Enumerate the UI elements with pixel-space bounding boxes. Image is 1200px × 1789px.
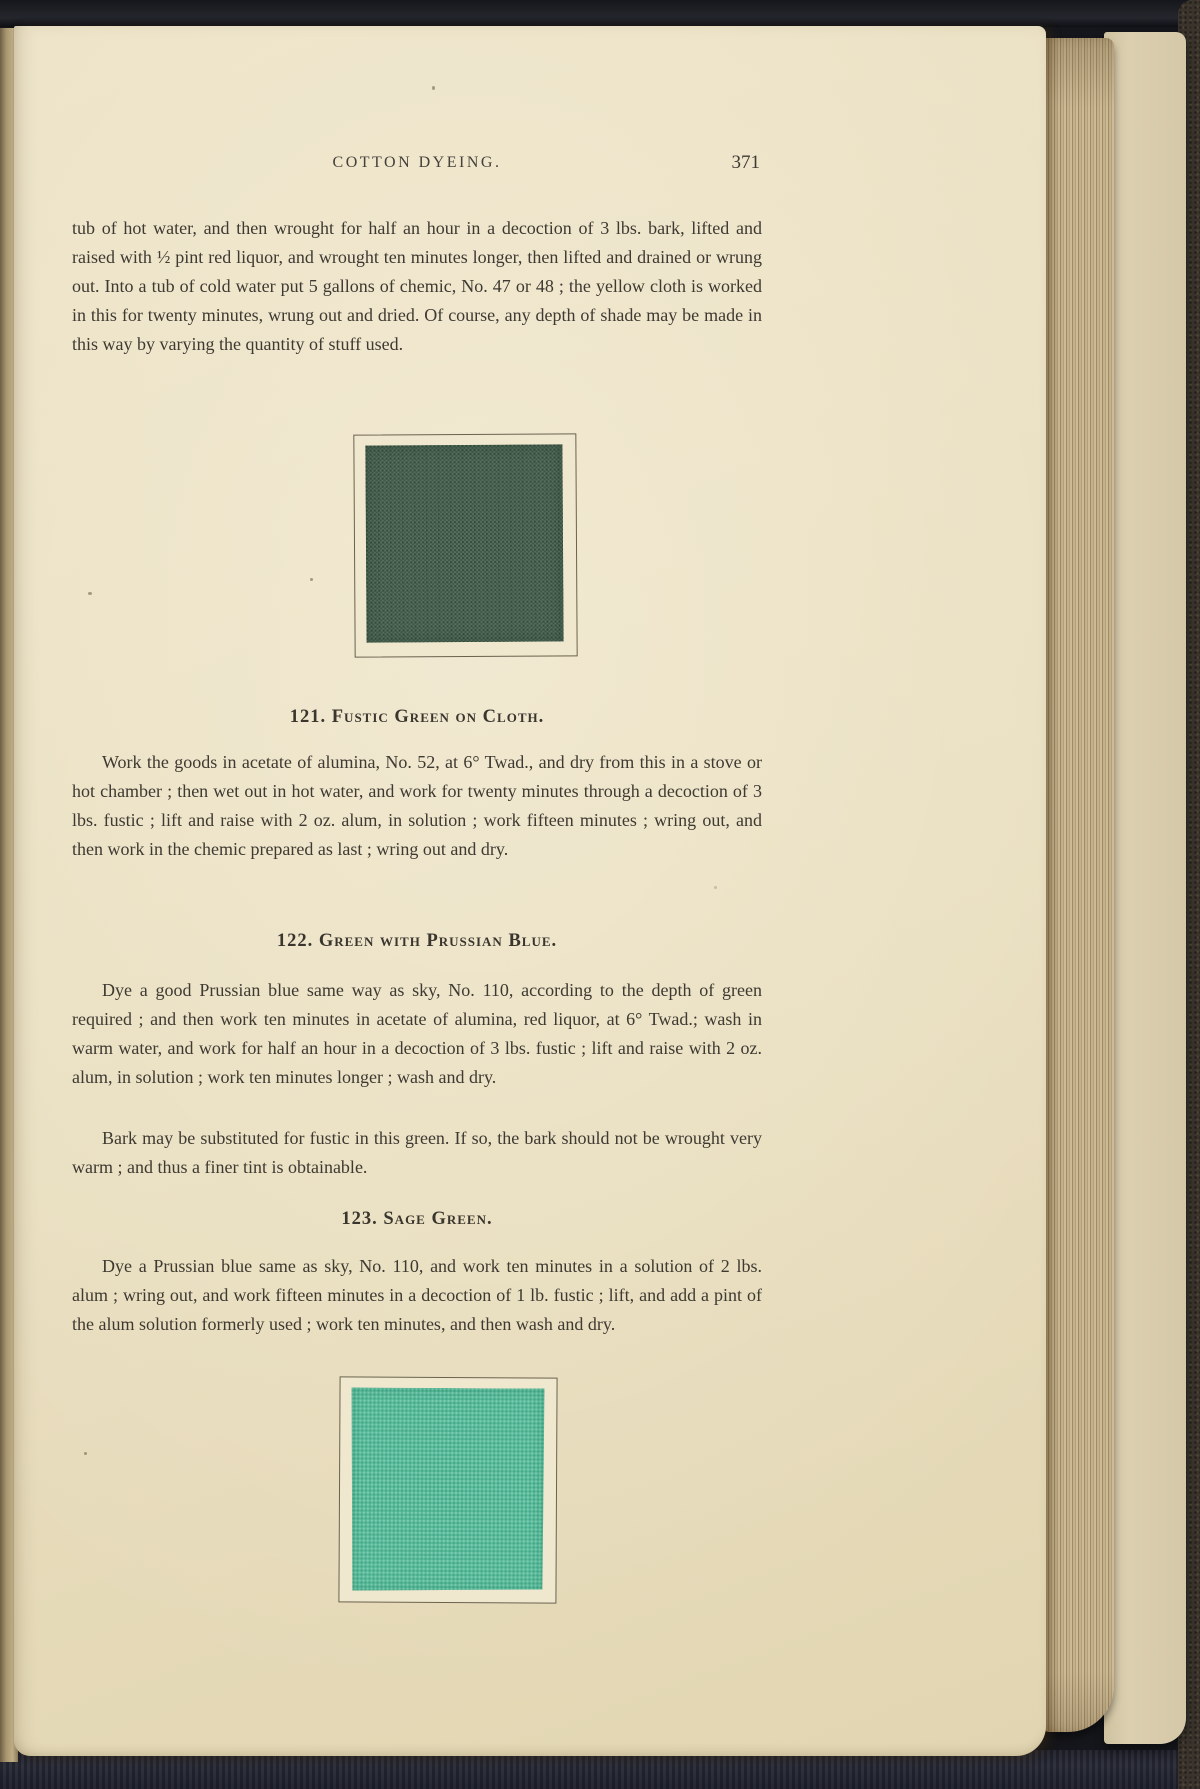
running-header: COTTON DYEING. xyxy=(332,154,502,171)
section-heading-123: 123. Sage Green. xyxy=(341,1209,493,1230)
section-122-paragraph-1: Dye a good Prussian blue same way as sky, No. 110, according to the depth of green required ; and then work ten minutes in acetate of alumina, red liquor, at 6° Twad.; wash in warm water, and work for half an hour in a decoction of 3 lbs. fustic ; lift and raise with 2 oz. alum, in solution ; work ten minutes longer ; wash and dry. xyxy=(72,980,762,1087)
fabric-swatch-fustic-green xyxy=(353,433,577,657)
section-123-paragraph: Dye a Prussian blue same as sky, No. 110, and work ten minutes in a solution of 2 lbs. alum ; wring out, and work fifteen minutes in a decoction of 1 lb. fustic ; lift, and add a pint of the alum solution formerly used ; work ten minutes, and then wash and dry. xyxy=(72,1256,762,1334)
underlying-page xyxy=(1104,32,1186,1744)
page-number: 371 xyxy=(731,152,760,173)
section-heading-121: 121. Fustic Green on Cloth. xyxy=(289,707,545,728)
book-page xyxy=(14,26,1046,1756)
fabric-sample-dark-green xyxy=(365,444,563,642)
scan-speckle xyxy=(310,578,313,581)
scan-speckle xyxy=(432,86,435,90)
scan-speckle xyxy=(714,886,717,889)
fabric-swatch-sage-green xyxy=(338,1376,557,1603)
scan-speckle xyxy=(84,1452,87,1455)
section-heading-122: 122. Green with Prussian Blue. xyxy=(276,931,558,952)
intro-paragraph: tub of hot water, and then wrought for half an hour in a decoction of 3 lbs. bark, lifted and raised with ½ pint red liquor, and wrought ten minutes longer, then lifted and drained or wrung out. Into a tub of cold water put 5 gallons of chemic, No. 47 or 48 ; the yellow cloth is worked in this for twenty minutes, wrung out and dried. Of course, any depth of shade may be made in this way by varying the quantity of stuff used. xyxy=(72,218,762,354)
page-edge-stack xyxy=(1040,38,1114,1732)
book-cover-top-edge xyxy=(0,0,1200,27)
page-header-row xyxy=(72,154,762,180)
fabric-sample-sage-green xyxy=(350,1387,544,1591)
scan-speckle xyxy=(88,592,92,595)
section-122-paragraph-2: Bark may be substituted for fustic in this green. If so, the bark should not be wrought very warm ; and thus a finer tint is obtainable. xyxy=(72,1128,762,1177)
section-121-paragraph: Work the goods in acetate of alumina, No. 52, at 6° Twad., and dry from this in a stove or hot chamber ; then wet out in hot water, and work for twenty minutes through a decoction of 3 lbs. fustic ; lift and raise with 2 oz. alum, in solution ; work fifteen minutes ; wring out, and then work in the chemic prepared as last ; wring out and dry. xyxy=(72,752,762,859)
